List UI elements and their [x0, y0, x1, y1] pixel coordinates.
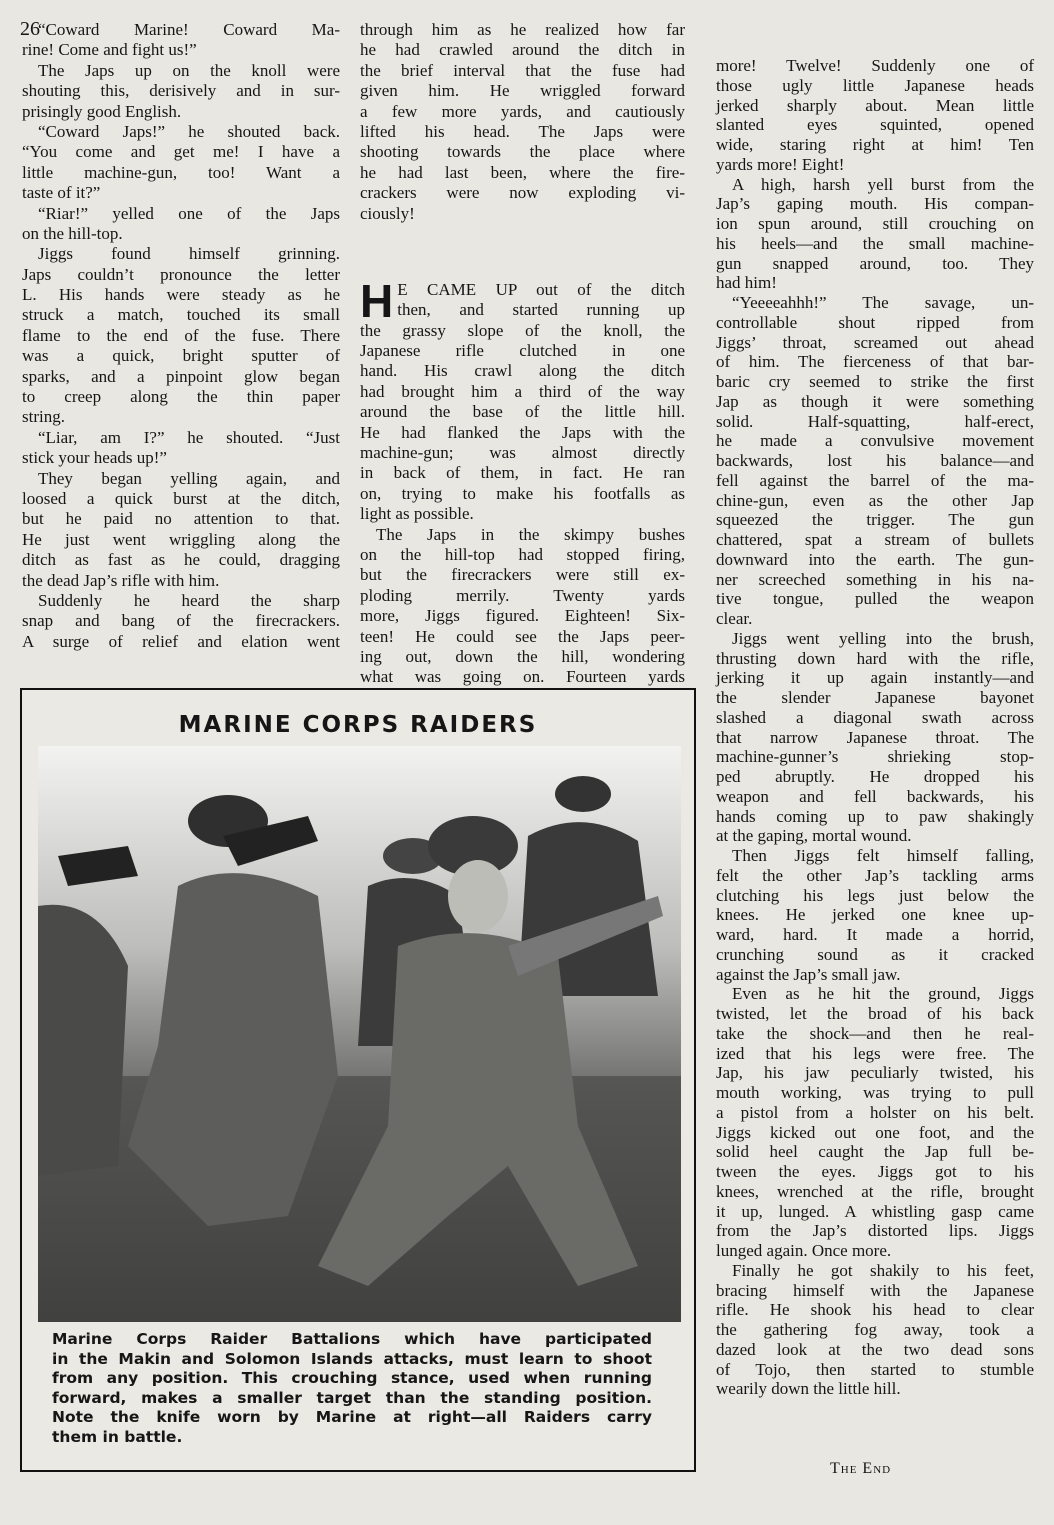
text-line: teen! He could see the Japs peer-	[360, 626, 685, 646]
text-line: stick your heads up!”	[22, 448, 167, 468]
text-line: around the base of the little hill.	[360, 402, 685, 422]
text-line: ized that his legs were free. The	[716, 1043, 1034, 1063]
text-line: light as possible.	[360, 504, 474, 524]
text-line: was a quick, bright sputter of	[22, 346, 340, 366]
text-line: slanted eyes squinted, opened	[716, 115, 1034, 135]
text-line: clear.	[716, 609, 753, 628]
photo-box	[20, 688, 696, 1472]
paragraph	[716, 1261, 1034, 1399]
text-line: chattered, spat a stream of bullets	[716, 530, 1034, 549]
text-line: knees, wrenched at the rifle, brought	[716, 1181, 1034, 1201]
the-end: The End	[830, 1460, 892, 1477]
text-line: gun snapped around, too. They	[716, 253, 1034, 273]
text-line: “Yeeeeahhh!” The savage, un-	[732, 293, 1034, 312]
text-column-1	[22, 20, 340, 652]
text-line: lunged again. Once more.	[716, 1241, 892, 1260]
text-line: machine-gunner’s shrieking stop-	[716, 747, 1034, 767]
photo-caption	[52, 1330, 652, 1447]
text-line: Suddenly he heard the sharp	[38, 590, 340, 610]
paragraph	[716, 984, 1034, 1261]
text-line: crunching sound as it cracked	[716, 944, 1034, 964]
text-line: The Japs in the skimpy bushes	[376, 524, 685, 544]
text-line: his heels—and the small machine-	[716, 233, 1034, 253]
text-line: those ugly little Japanese heads	[716, 75, 1034, 95]
text-line: solid. Half-squatting, half-erect,	[716, 411, 1034, 431]
paragraph	[716, 293, 1034, 629]
text-line: L. His hands were steady as he	[22, 285, 340, 305]
paragraph	[22, 20, 340, 61]
text-line: given him. He wriggled forward	[360, 81, 685, 101]
photo-title: MARINE CORPS RAIDERS	[178, 712, 538, 738]
paragraph	[360, 20, 685, 224]
text-line: but the firecrackers were still ex-	[360, 565, 685, 585]
drop-cap: H	[360, 274, 394, 327]
text-line: shouting this, derisively and in sur-	[22, 81, 340, 101]
text-line: against the Jap’s small jaw.	[716, 964, 901, 984]
text-line: he had crawled around the ditch in	[360, 40, 685, 60]
text-line: Then Jiggs felt himself falling,	[732, 846, 1034, 865]
text-line: string.	[22, 407, 65, 427]
text-line: sparks, and a pinpoint glow began	[22, 366, 340, 386]
text-line: yards more! Eight!	[716, 154, 845, 174]
text-line: rine! Come and fight us!”	[22, 40, 197, 60]
text-line: a pistol from a holster on his belt.	[716, 1102, 1034, 1122]
text-line: rifle. He shook his head to clear	[716, 1300, 1034, 1320]
text-column-3	[716, 56, 1034, 1399]
text-line: Japs couldn’t pronounce the letter	[22, 264, 340, 284]
text-line: ped abruptly. He dropped his	[716, 767, 1034, 786]
text-line: tive tongue, pulled the weapon	[716, 589, 1034, 609]
text-line: fell against the barrel of the ma-	[716, 470, 1034, 490]
paragraph	[22, 244, 340, 428]
paragraph	[22, 122, 340, 204]
text-line: squeezed the trigger. The gun	[716, 510, 1034, 530]
text-line: a few more yards, and cautiously	[360, 101, 685, 121]
paragraph	[22, 61, 340, 122]
text-line: in back of them, in fact. He ran	[360, 463, 685, 483]
caption-line: them in battle.	[52, 1427, 183, 1446]
text-line: “You come and get me! I have a	[22, 142, 340, 162]
text-line: clutching his legs just below the	[716, 885, 1034, 905]
caption-line: Marine Corps Raider Battalions which have participated	[52, 1330, 652, 1348]
caption-line: forward, makes a smaller target than the standing position.	[52, 1388, 652, 1407]
text-line: from the Jap’s distorted lips. Jiggs	[716, 1221, 1034, 1241]
text-line: backwards, lost his balance—and	[716, 451, 1034, 470]
text-line: A high, harsh yell burst from the	[732, 174, 1034, 194]
text-line: Jap as though it were something	[716, 391, 1034, 411]
text-line: Even as he hit the ground, Jiggs	[732, 984, 1034, 1004]
text-line: more! Twelve! Suddenly one of	[716, 56, 1034, 75]
text-line: of him. The fierceness of that bar-	[716, 352, 1034, 372]
text-line: shooting towards the place where	[360, 142, 685, 162]
paragraph	[716, 56, 1034, 175]
paragraph	[716, 175, 1034, 294]
text-line: hand. His crawl along the ditch	[360, 361, 685, 381]
text-line: controllable shout ripped from	[716, 312, 1034, 332]
text-line: Jap, his jaw peculiarly twisted, his	[716, 1063, 1034, 1083]
text-line: baric cry seemed to strike the first	[716, 372, 1034, 391]
text-line: They began yelling again, and	[38, 468, 340, 488]
text-line: take the shock—and then he real-	[716, 1023, 1034, 1043]
text-line: ner screeched something in his na-	[716, 569, 1034, 589]
text-line: A surge of relief and elation went	[22, 631, 340, 651]
text-line: loosed a quick burst at the ditch,	[22, 488, 340, 508]
paragraph	[22, 428, 340, 469]
text-line: more, Jiggs figured. Eighteen! Six-	[360, 606, 685, 626]
text-line: The Japs up on the knoll were	[38, 60, 340, 80]
text-line: struck a match, touched its small	[22, 305, 340, 325]
text-line: but he paid no attention to that.	[22, 509, 340, 529]
text-line: at the gaping, mortal wound.	[716, 826, 912, 846]
caption-line: from any position. This crouching stance, used when running	[52, 1369, 652, 1387]
text-line: Jap’s gaping mouth. His compan-	[716, 194, 1034, 214]
text-line: E CAME UP out of the ditch	[397, 279, 685, 299]
text-line: the grassy slope of the knoll, the	[360, 320, 685, 340]
page-number: 26	[20, 18, 40, 40]
text-line: “Coward Japs!” he shouted back.	[38, 121, 340, 141]
text-line: jerking it up again instantly—and	[716, 668, 1034, 688]
paragraph	[716, 846, 1034, 984]
text-line: slashed a diagonal swath across	[716, 707, 1034, 727]
text-line: of Tojo, then started to stumble	[716, 1359, 1034, 1379]
text-line: it up, lunged. A whistling gasp came	[716, 1201, 1034, 1221]
text-line: snap and bang of the firecrackers.	[22, 611, 340, 631]
text-line: on the hill-top.	[22, 223, 123, 243]
text-line: jerked sharply about. Mean little	[716, 95, 1034, 115]
text-line: ditch as fast as he could, dragging	[22, 550, 340, 570]
text-line: downward into the earth. The gun-	[716, 549, 1034, 569]
text-line: Jiggs went yelling into the brush,	[732, 628, 1034, 648]
text-line: tween the eyes. Jiggs got to his	[716, 1162, 1034, 1181]
text-line: ward, hard. It made a horrid,	[716, 925, 1034, 944]
text-line: knees. He jerked one knee up-	[716, 905, 1034, 925]
text-line: Japanese rifle clutched in one	[360, 341, 685, 361]
text-line: chine-gun, even as the other Jap	[716, 490, 1034, 510]
text-line: machine-gun; was almost directly	[360, 443, 685, 463]
text-line: on, trying to make his footfalls as	[360, 483, 685, 503]
text-line: then, and started running up	[397, 300, 685, 320]
text-line: dazed look at the two dead sons	[716, 1339, 1034, 1359]
text-line: wide, staring right at him! Ten	[716, 135, 1034, 154]
text-line: to creep along the thin paper	[22, 387, 340, 407]
text-line: thrusting down hard with the rifle,	[716, 648, 1034, 668]
text-line: crackers were now exploding vi-	[360, 183, 685, 203]
text-line: ciously!	[360, 203, 415, 223]
caption-line: in the Makin and Solomon Islands attacks, must learn to shoot	[52, 1349, 652, 1368]
text-line: that narrow Japanese throat. The	[716, 727, 1034, 747]
marines-photo	[38, 746, 681, 1322]
text-line: little machine-gun, too! Want a	[22, 162, 340, 182]
text-line: the brief interval that the fuse had	[360, 60, 685, 80]
text-line: ploding merrily. Twenty yards	[360, 585, 685, 605]
text-line: twisted, let the broad of his back	[716, 1004, 1034, 1023]
text-line: had brought him a third of the way	[360, 381, 685, 401]
text-line: “Riar!” yelled one of the Japs	[38, 203, 340, 223]
paragraph	[716, 629, 1034, 846]
text-line: Jiggs kicked out one foot, and the	[716, 1122, 1034, 1142]
text-line: hands coming up to paw shakingly	[716, 806, 1034, 826]
text-line: “Liar, am I?” he shouted. “Just	[38, 427, 340, 447]
text-line: wearily down the little hill.	[716, 1379, 901, 1399]
text-line: bracing himself with the Japanese	[716, 1280, 1034, 1300]
text-line: had him!	[716, 273, 777, 293]
paragraph	[22, 204, 340, 245]
text-line: weapon and fell backwards, his	[716, 786, 1034, 806]
text-line: he had last been, where the fire-	[360, 162, 685, 182]
paragraph	[360, 274, 685, 525]
text-line: He had flanked the Japs with the	[360, 422, 685, 442]
text-line: the gathering fog away, took a	[716, 1320, 1034, 1339]
text-line: through him as he realized how far	[360, 20, 685, 39]
caption-line: Note the knife worn by Marine at right—all Raiders carry	[52, 1408, 652, 1426]
text-column-2	[360, 20, 685, 688]
paragraph	[360, 525, 685, 688]
text-line: he made a convulsive movement	[716, 431, 1034, 451]
text-line: mouth working, was trying to pull	[716, 1083, 1034, 1102]
text-line: ing out, down the hill, wondering	[360, 646, 685, 666]
text-line: taste of it?”	[22, 183, 101, 203]
text-line: the dead Jap’s rifle with him.	[22, 570, 220, 590]
paragraph	[22, 469, 340, 591]
text-line: Jiggs’ throat, screamed out ahead	[716, 332, 1034, 352]
text-line: felt the other Jap’s tackling arms	[716, 865, 1034, 885]
text-line: lifted his head. The Japs were	[360, 121, 685, 141]
paragraph	[22, 591, 340, 652]
text-line: solid heel caught the Jap full be-	[716, 1142, 1034, 1162]
text-line: ion spun around, still crouching on	[716, 214, 1034, 233]
text-line: “Coward Marine! Coward Ma-	[38, 20, 340, 39]
text-line: what was going on. Fourteen yards	[360, 667, 685, 687]
text-line: Jiggs found himself grinning.	[38, 244, 340, 264]
text-line: flame to the end of the fuse. There	[22, 325, 340, 345]
text-line: on the hill-top had stopped firing,	[360, 544, 685, 564]
text-line: He just went wriggling along the	[22, 529, 340, 549]
text-line: Finally he got shakily to his feet,	[732, 1260, 1034, 1280]
text-line: prisingly good English.	[22, 101, 182, 121]
text-line: the slender Japanese bayonet	[716, 688, 1034, 707]
